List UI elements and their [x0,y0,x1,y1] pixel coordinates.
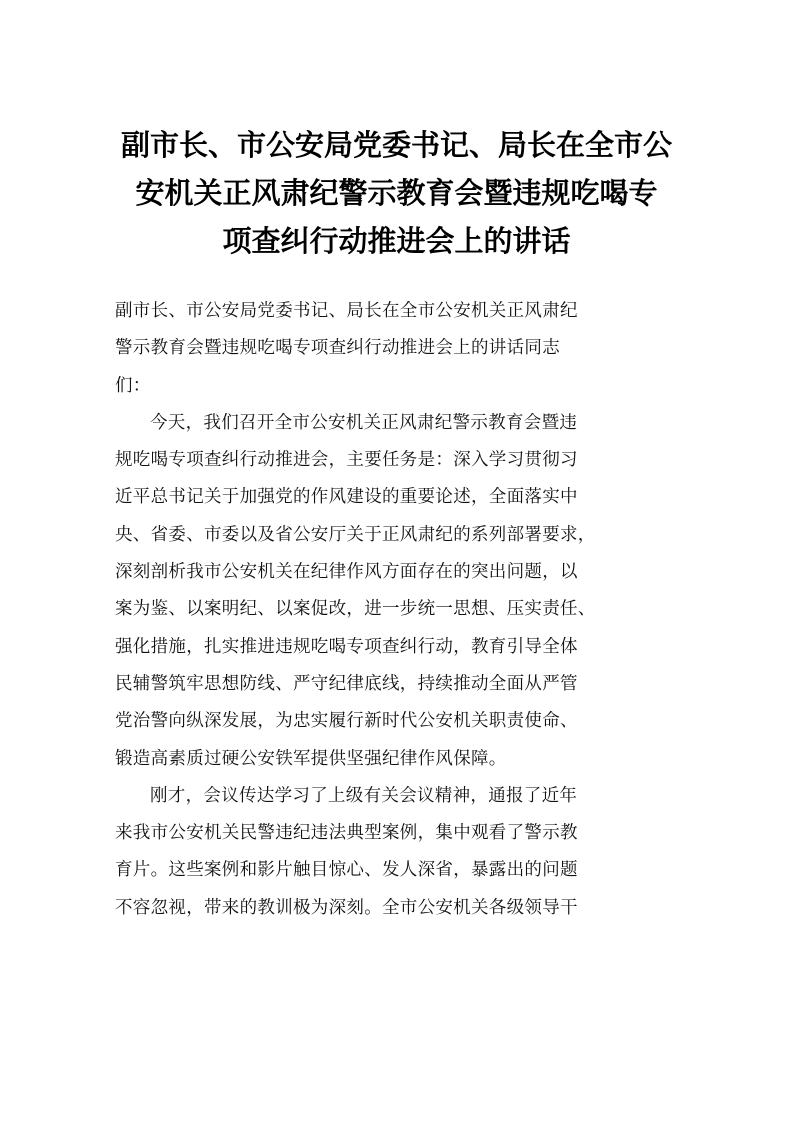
text-line: 来我市公安机关民警违纪违法典型案例，集中观看了警示教 [115,823,578,844]
text-line: 案为鉴、以案明纪、以案促改，进一步统一思想、压实责任、 [115,599,596,620]
text-line: 近平总书记关于加强党的作风建设的重要论述，全面落实中 [115,487,578,508]
text-line: 强化措施，扎实推进违规吃喝专项查纠行动，教育引导全体 [115,636,578,657]
text-line: 央、省委、市委以及省公安厅关于正风肃纪的系列部署要求， [115,524,596,545]
text-line: 警示教育会暨违规吃喝专项查纠行动推进会上的讲话同志 [115,338,560,359]
title-line: 项查纠行动推进会上的讲话 [222,224,571,258]
title-line: 副市长、市公安局党委书记、局长在全市公 [120,128,672,162]
text-line: 深刻剖析我市公安机关在纪律作风方面存在的突出问题，以 [115,562,578,583]
text-line: 不容忽视，带来的教训极为深刻。全市公安机关各级领导干 [115,897,578,918]
document-body [115,293,678,927]
text-line: 刚才，会议传达学习了上级有关会议精神，通报了近年 [150,785,578,806]
text-line: 党治警向纵深发展，为忠实履行新时代公安机关职责使命、 [115,711,578,732]
body-paragraph-1 [115,405,678,778]
body-paragraph-2 [115,778,678,927]
title-line: 安机关正风肃纪警示教育会暨违规吃喝专 [135,176,658,210]
text-line: 民辅警筑牢思想防线、严守纪律底线，持续推动全面从严管 [115,673,578,694]
text-line: 副市长、市公安局党委书记、局长在全市公安机关正风肃纪 [115,301,578,321]
text-line: 们： [115,375,151,396]
text-line: 锻造高素质过硬公安铁军提供坚强纪律作风保障。 [115,748,507,769]
text-line: 今天，我们召开全市公安机关正风肃纪警示教育会暨违 [150,412,578,433]
intro-paragraph [115,293,678,405]
text-line: 育片。这些案例和影片触目惊心、发人深省，暴露出的问题 [115,860,578,881]
text-line: 规吃喝专项查纠行动推进会，主要任务是：深入学习贯彻习 [115,450,578,471]
document-title [115,121,678,265]
